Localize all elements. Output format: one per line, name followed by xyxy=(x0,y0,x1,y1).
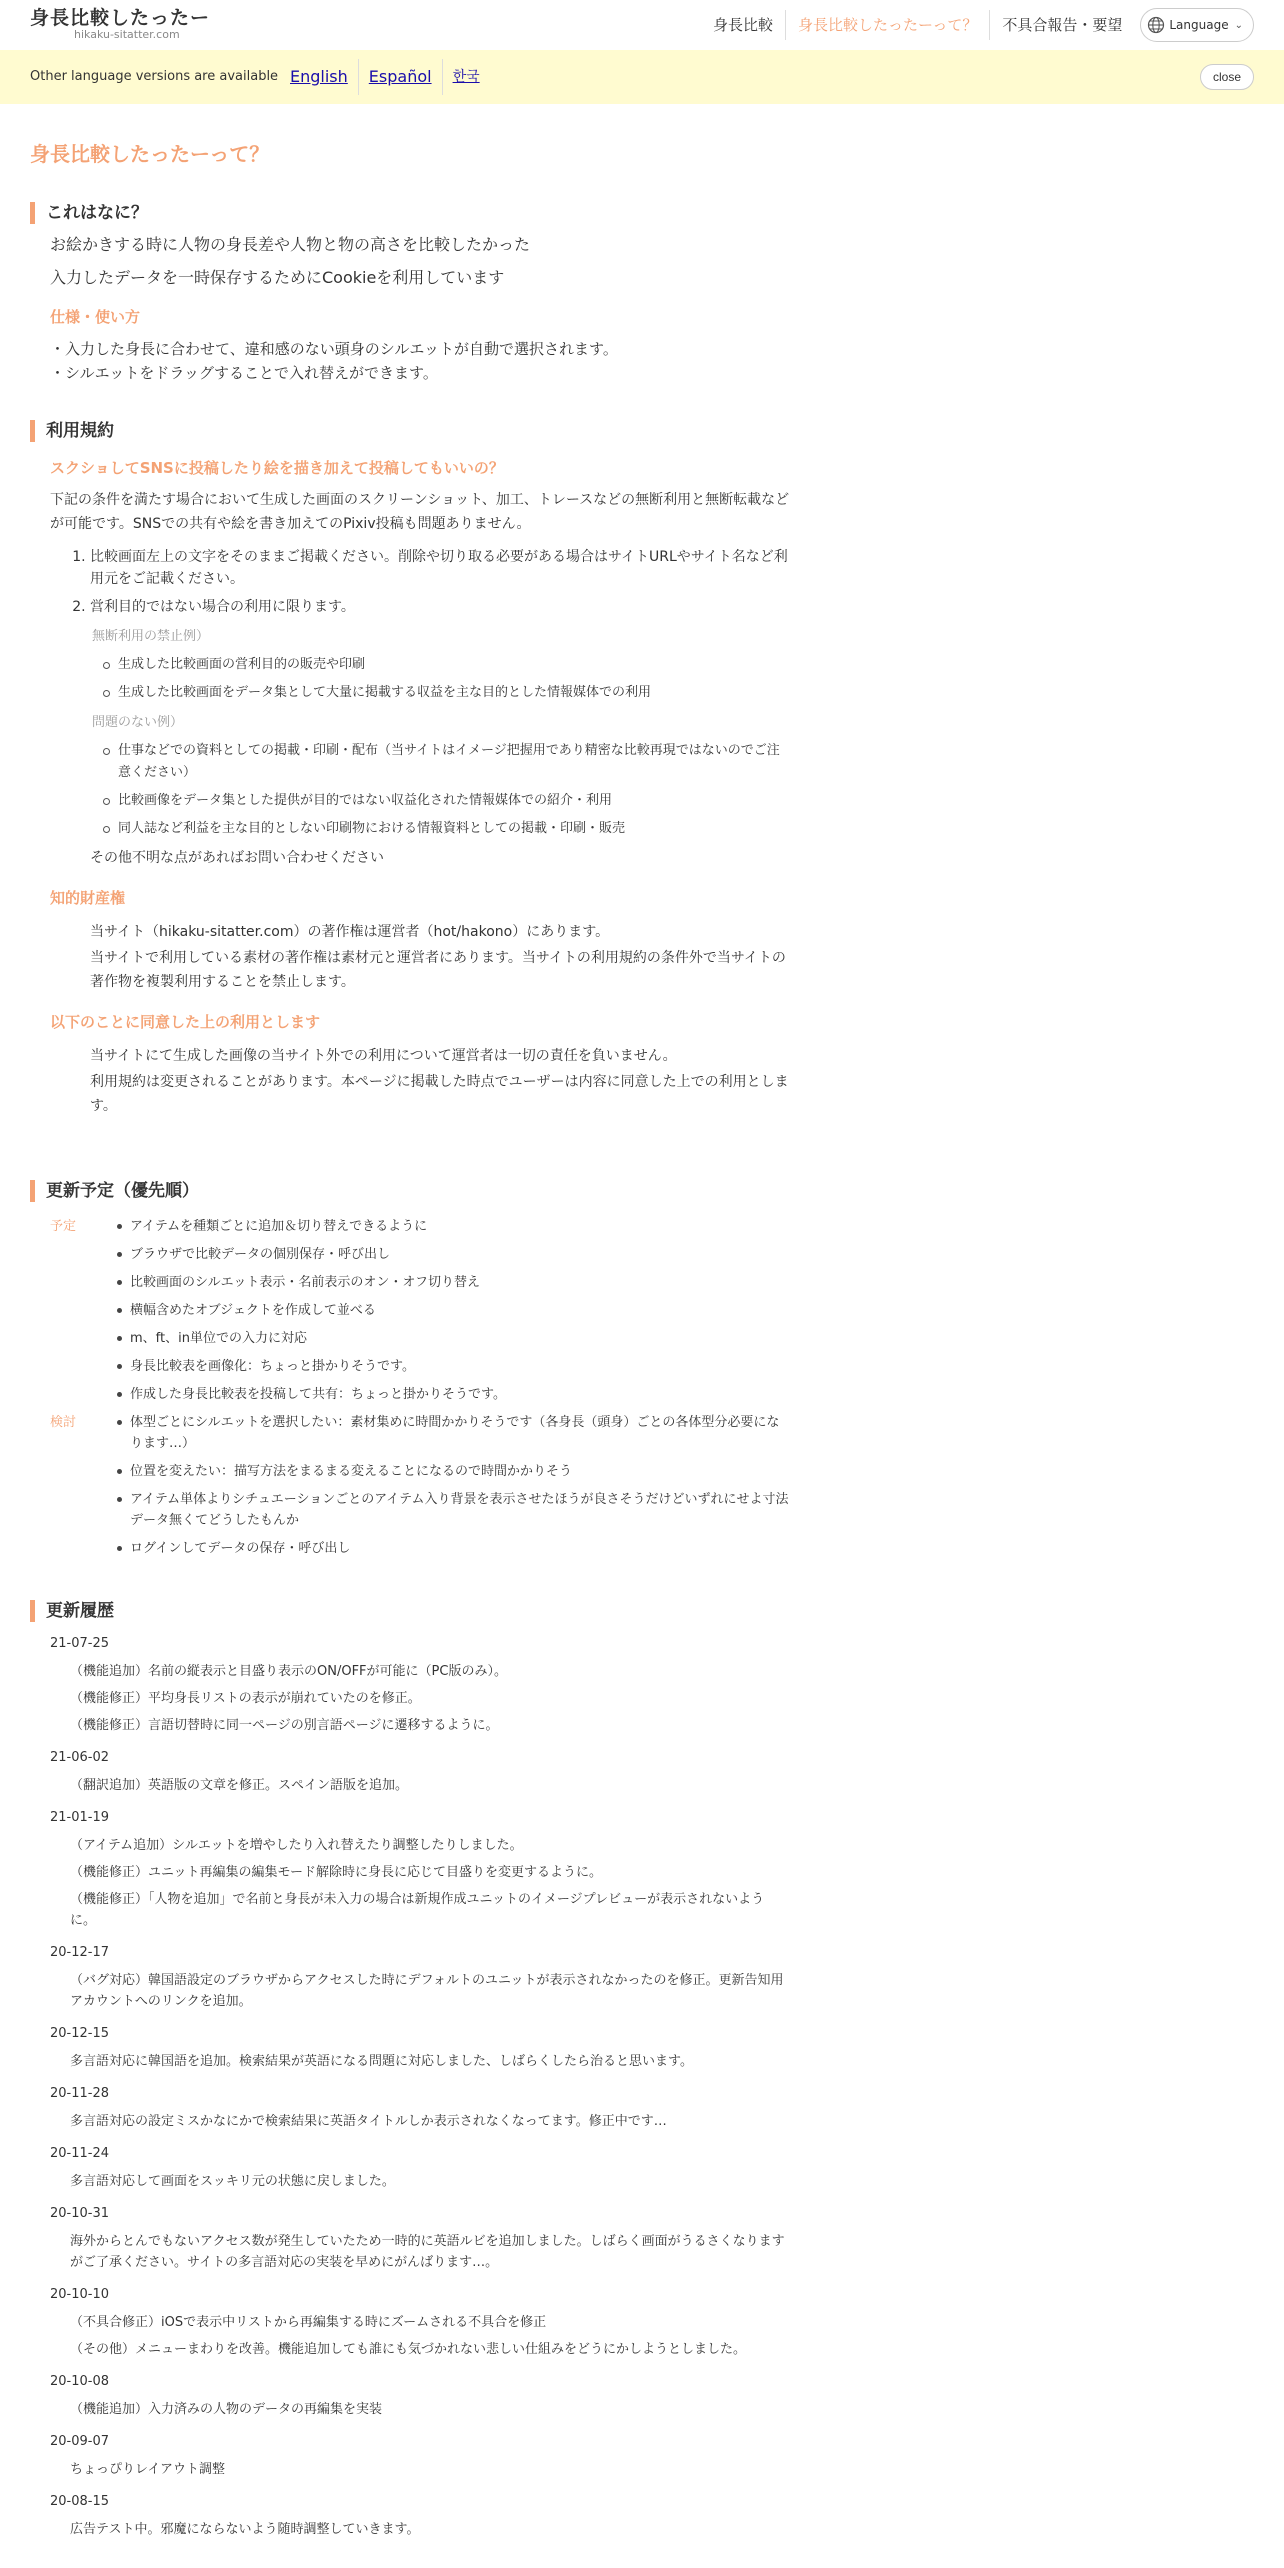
history-item: （機能修正）「人物を追加」で名前と身長が未入力の場合は新規作成ユニットのイメージプレビューが表示されないように。 xyxy=(70,1892,765,1928)
history-date: 20-12-17 xyxy=(50,1945,110,1960)
terms-conditions xyxy=(72,546,790,840)
history-item: 多言語対応して画面をスッキリ元の状態に戻しました。 xyxy=(70,2174,395,2189)
history-item: （バグ対応）韓国語設定のブラウザからアクセスした時にデフォルトのユニットが表示されなかったのを修正。更新告知用アカウントへのリンクを追加。 xyxy=(70,1973,784,2009)
ok-item: 仕事などでの資料としての掲載・印刷・配布（当サイトはイメージ把握用であり精密な比較再現ではないのでご注意ください） xyxy=(92,740,790,784)
logo-subtitle: hikaku-sitatter.com xyxy=(74,28,180,41)
chevron-down-icon: ⌄ xyxy=(1234,19,1243,31)
lang-link-english[interactable]: English xyxy=(290,67,348,86)
about-heading: これはなに？ xyxy=(30,202,790,224)
lang-link-korean[interactable]: 한국 xyxy=(442,59,490,95)
terms-heading: 利用規約 xyxy=(30,420,790,442)
site-header xyxy=(0,0,1284,50)
main-content xyxy=(30,104,790,2540)
ng-item: 生成した比較画面をデータ集として大量に掲載する収益を主な目的とした情報媒体での利用 xyxy=(92,682,790,704)
ip-heading: 知的財産権 xyxy=(50,889,126,907)
language-selector[interactable] xyxy=(1140,8,1254,42)
page-title: 身長比較したったーって？ xyxy=(30,142,270,166)
planned-item: ブラウザで比較データの個別保存・呼び出し xyxy=(108,1244,790,1265)
terms-intro: 下記の条件を満たす場合において生成した画面のスクリーンショット、加工、トレースなどの無断利用と無断転載などが可能です。SNSでの共有や絵を書き加えてのPixiv投稿も問題ありません。 xyxy=(50,492,790,532)
history-item: （機能修正）言語切替時に同一ページの別言語ページに遷移するように。 xyxy=(70,1718,499,1733)
history-item: 広告テスト中。邪魔にならないよう随時調整していきます。 xyxy=(70,2522,420,2537)
ip-text-2: 当サイトで利用している素材の著作権は素材元と運営者にあります。当サイトの利用規約の条件外で当サイトの著作物を複製利用することを禁止します。 xyxy=(90,950,786,990)
about-text-1: お絵かきする時に人物の身長差や人物と物の高さを比較したかった xyxy=(50,235,531,254)
history-item: （機能修正）平均身長リストの表示が崩れていたのを修正。 xyxy=(70,1691,421,1706)
banner-text: Other language versions are available xyxy=(30,69,279,84)
history-item: 多言語対応の設定ミスかなにかで検索結果に英語タイトルしか表示されなくなってます。修正中です… xyxy=(70,2114,667,2129)
site-logo[interactable] xyxy=(30,7,210,41)
history-date: 20-10-31 xyxy=(50,2206,110,2221)
globe-icon xyxy=(1147,16,1165,34)
spec-heading: 仕様・使い方 xyxy=(50,308,141,326)
planned-item: 比較画面のシルエット表示・名前表示のオン・オフ切り替え xyxy=(108,1272,790,1293)
history-date: 20-10-10 xyxy=(50,2287,110,2302)
plans-heading: 更新予定（優先順） xyxy=(30,1180,790,1202)
nav-about[interactable]: 身長比較したったーって？ xyxy=(785,10,989,40)
history-item: （機能追加）入力済みの人物のデータの再編集を実装 xyxy=(70,2402,383,2417)
review-item: 位置を変えたい：描写方法をまるまる変えることになるので時間かかりそう xyxy=(108,1461,790,1482)
terms-condition-1: 1. 比較画面左上の文字をそのままご掲載ください。削除や切り取る必要がある場合はサイトURLやサイト名など利用元をご記載ください。 xyxy=(90,546,790,590)
agree-text-1: 当サイトにて生成した画像の当サイト外での利用について運営者は一切の責任を負いません。 xyxy=(90,1048,677,1064)
nav-bug-report[interactable]: 不具合報告・要望 xyxy=(989,10,1134,40)
history-date: 20-10-08 xyxy=(50,2374,110,2389)
history-date: 20-09-07 xyxy=(50,2434,110,2449)
agree-text-2: 利用規約は変更されることがあります。本ページに掲載した時点でユーザーは内容に同意した上での利用とします。 xyxy=(90,1074,789,1114)
review-item: 体型ごとにシルエットを選択したい：素材集めに時間かかりそうです（各身長（頭身）ごとの各体型分必要になります…） xyxy=(108,1412,790,1454)
history-heading: 更新履歴 xyxy=(30,1600,790,1622)
terms-condition-2-text: 営利目的ではない場合の利用に限ります。 xyxy=(90,599,355,615)
history-date: 20-11-28 xyxy=(50,2086,110,2101)
history-item: （不具合修正）iOSで表示中リストから再編集する時にズームされる不具合を修正 xyxy=(70,2315,547,2330)
about-text-2: 入力したデータを一時保存するためにCookieを利用しています xyxy=(50,268,505,287)
history-item: （その他）メニューまわりを改善。機能追加しても誰にも気づかれない悲しい仕組みをどうにかしようとしました。 xyxy=(70,2342,747,2357)
terms-condition-2 xyxy=(90,596,790,840)
ip-text-1: 当サイト（hikaku-sitatter.com）の著作権は運営者（hot/hakono）にあります。 xyxy=(90,924,610,940)
history-item: （アイテム追加）シルエットを増やしたり入れ替えたり調整したりしました。 xyxy=(70,1838,523,1853)
spec-item-2: ・シルエットをドラッグすることで入れ替えができます。 xyxy=(50,364,438,382)
spec-item-1: ・入力した身長に合わせて、違和感のない頭身のシルエットが自動で選択されます。 xyxy=(50,340,618,358)
review-label: 検討 xyxy=(50,1415,77,1430)
review-item: ログインしてデータの保存・呼び出し xyxy=(108,1538,790,1559)
history-item: ちょっぴりレイアウト調整 xyxy=(70,2462,225,2477)
ok-label: 問題のない例） xyxy=(92,715,184,730)
ok-item: 同人誌など利益を主な目的としない印刷物における情報資料としての掲載・印刷・販売 xyxy=(92,818,790,840)
contact-note: その他不明な点があればお問い合わせください xyxy=(90,850,384,866)
nav-height-compare[interactable]: 身長比較 xyxy=(712,16,773,34)
planned-item: 横幅含めたオブジェクトを作成して並べる xyxy=(108,1300,790,1321)
planned-item: 作成した身長比較表を投稿して共有：ちょっと掛かりそうです。 xyxy=(108,1384,790,1405)
history-item: （翻訳追加）英語版の文章を修正。スペイン語版を追加。 xyxy=(70,1778,409,1793)
history-date: 20-12-15 xyxy=(50,2026,110,2041)
banner-close-button[interactable]: close xyxy=(1200,64,1254,90)
history-list xyxy=(30,1633,790,2540)
planned-label: 予定 xyxy=(50,1219,77,1234)
ng-examples xyxy=(92,626,790,840)
main-nav xyxy=(701,8,1254,42)
history-item: 海外からとんでもないアクセス数が発生していたため一時的に英語ルビを追加しました。しばらく画面がうるさくなりますがご了承ください。サイトの多言語対応の実装を早めにがんばります…。 xyxy=(70,2234,785,2270)
planned-item: m、ft、in単位での入力に対応 xyxy=(108,1328,790,1349)
planned-item: 身長比較表を画像化：ちょっと掛かりそうです。 xyxy=(108,1356,790,1377)
plans-review xyxy=(50,1412,790,1566)
history-date: 21-06-02 xyxy=(50,1750,110,1765)
planned-list xyxy=(108,1216,790,1412)
review-item: アイテム単体よりシチュエーションごとのアイテム入り背景を表示させたほうが良さそうだけどいずれにせよ寸法データ無くてどうしたもんか xyxy=(108,1489,790,1531)
history-item: （機能追加）名前の縦表示と目盛り表示のON/OFFが可能に（PC版のみ）。 xyxy=(70,1664,507,1679)
history-date: 20-11-24 xyxy=(50,2146,110,2161)
logo-title[interactable]: 身長比較したったー xyxy=(30,7,211,29)
history-date: 21-07-25 xyxy=(50,1636,110,1651)
review-list xyxy=(108,1412,790,1566)
ok-list xyxy=(92,740,790,840)
ng-label: 無断利用の禁止例） xyxy=(92,629,210,644)
history-item: （機能修正）ユニット再編集の編集モード解除時に身長に応じて目盛りを変更するように。 xyxy=(70,1865,602,1880)
plans-planned xyxy=(50,1216,790,1412)
language-banner xyxy=(0,50,1284,104)
banner-language-links xyxy=(280,59,490,95)
history-date: 21-01-19 xyxy=(50,1810,110,1825)
agree-heading: 以下のことに同意した上の利用とします xyxy=(50,1013,321,1031)
ok-item: 比較画像をデータ集とした提供が目的ではない収益化された情報媒体での紹介・利用 xyxy=(92,790,790,812)
lang-link-spanish[interactable]: Español xyxy=(358,59,442,95)
history-date: 20-08-15 xyxy=(50,2494,110,2509)
sns-question-heading: スクショしてSNSに投稿したり絵を描き加えて投稿してもいいの？ xyxy=(50,459,504,477)
language-label: Language xyxy=(1169,18,1229,32)
history-item: 多言語対応に韓国語を追加。検索結果が英語になる問題に対応しました、しばらくしたら治ると思います。 xyxy=(70,2054,693,2069)
ng-list xyxy=(92,654,790,704)
ng-item: 生成した比較画面の営利目的の販売や印刷 xyxy=(92,654,790,676)
planned-item: アイテムを種類ごとに追加＆切り替えできるように xyxy=(108,1216,790,1237)
